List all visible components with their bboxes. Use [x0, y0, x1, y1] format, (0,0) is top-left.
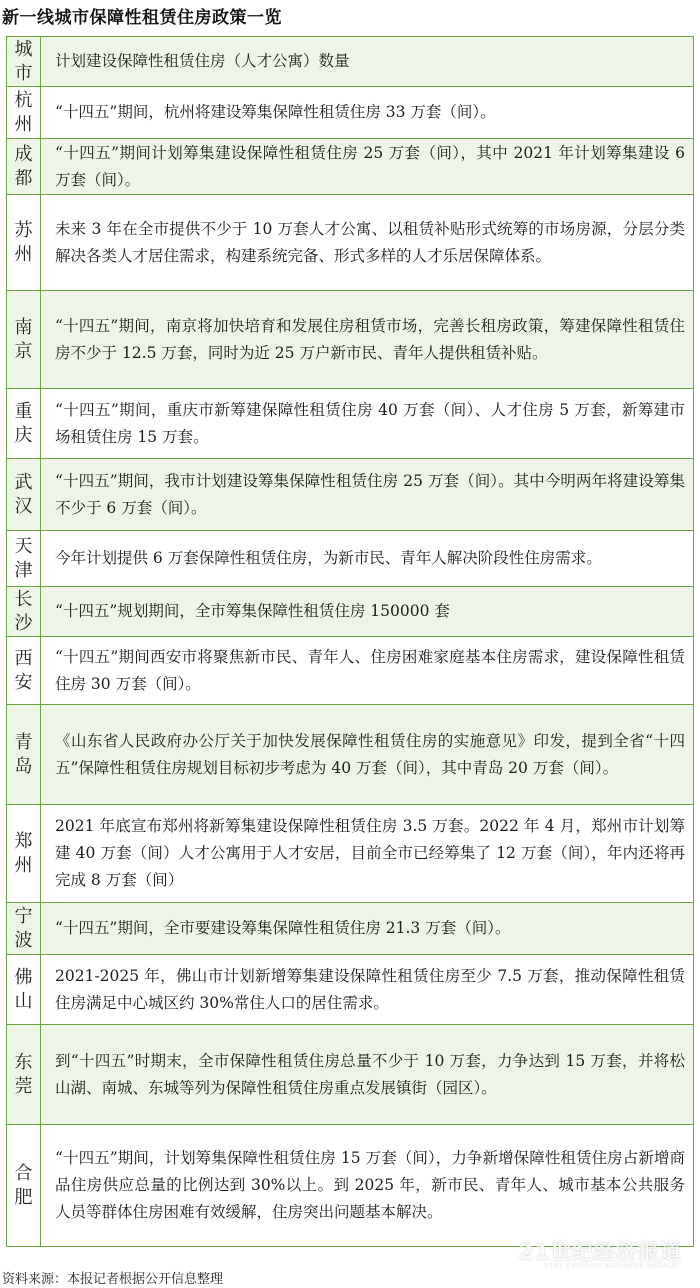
city-cell: 天津	[7, 531, 41, 587]
table-row	[7, 805, 694, 903]
table-header-row	[7, 37, 694, 87]
desc-cell: “十四五”期间西安市将聚焦新市民、青年人、住房困难家庭基本住房需求，建设保障性租赁住房 30 万套（间）。	[41, 637, 694, 705]
city-cell: 成都	[7, 139, 41, 195]
watermark-logo: 21世纪经济报道	[518, 1240, 682, 1264]
city-cell: 佛山	[7, 955, 41, 1025]
city-cell: 武汉	[7, 459, 41, 531]
city-cell: 郑州	[7, 805, 41, 903]
table-row	[7, 139, 694, 195]
desc-cell: 今年计划提供 6 万套保障性租赁住房，为新市民、青年人解决阶段性住房需求。	[41, 531, 694, 587]
page-title: 新一线城市保障性租赁住房政策一览	[2, 8, 282, 28]
table-row	[7, 531, 694, 587]
desc-cell: “十四五”期间计划筹集建设保障性租赁住房 25 万套（间），其中 2021 年计划筹集建设 6 万套（间）。	[41, 139, 694, 195]
table-row	[7, 637, 694, 705]
desc-cell: 未来 3 年在全市提供不少于 10 万套人才公寓、以租赁补贴形式统筹的市场房源，分层分类解决各类人才居住需求，构建系统完备、形式多样的人才乐居保障体系。	[41, 195, 694, 291]
city-cell: 东莞	[7, 1025, 41, 1125]
table-row	[7, 705, 694, 805]
desc-cell: “十四五”规划期间，全市筹集保障性租赁住房 150000 套	[41, 587, 694, 637]
watermark-subtitle: 21ST CENTURY BUSINESS HERALD	[543, 1262, 678, 1270]
desc-cell: “十四五”期间，南京将加快培育和发展住房租赁市场，完善长租房政策，筹建保障性租赁住房不少于 12.5 万套，同时为近 25 万户新市民、青年人提供租赁补贴。	[41, 291, 694, 389]
table-row	[7, 459, 694, 531]
city-cell: 青岛	[7, 705, 41, 805]
desc-cell: “十四五”期间，杭州将建设筹集保障性租赁住房 33 万套（间）。	[41, 87, 694, 139]
desc-cell: 《山东省人民政府办公厅关于加快发展保障性租赁住房的实施意见》印发，提到全省“十四五”保障性租赁住房规划目标初步考虑为 40 万套（间），其中青岛 20 万套（间）。	[41, 705, 694, 805]
desc-cell: “十四五”期间，全市要建设筹集保障性租赁住房 21.3 万套（间）。	[41, 903, 694, 955]
table-row	[7, 955, 694, 1025]
desc-cell: “十四五”期间，我市计划建设筹集保障性租赁住房 25 万套（间）。其中今明两年将建设筹集不少于 6 万套（间）。	[41, 459, 694, 531]
header-city-cell: 城市	[7, 37, 41, 87]
header-desc-cell: 计划建设保障性租赁住房（人才公寓）数量	[41, 37, 694, 87]
city-cell: 南京	[7, 291, 41, 389]
policy-table	[6, 36, 694, 1247]
city-cell: 重庆	[7, 389, 41, 459]
city-cell: 西安	[7, 637, 41, 705]
table-row	[7, 291, 694, 389]
table-row	[7, 1125, 694, 1247]
desc-cell: 2021 年底宣布郑州将新筹集建设保障性租赁住房 3.5 万套。2022 年 4 月，郑州市计划筹建 40 万套（间）人才公寓用于人才安居，目前全市已经筹集了 12 万套（间），年内还将再完成 8 万套（间）	[41, 805, 694, 903]
table-row	[7, 87, 694, 139]
table-row	[7, 903, 694, 955]
table-row	[7, 587, 694, 637]
desc-cell: “十四五”期间，计划筹集保障性租赁住房 15 万套（间），力争新增保障性租赁住房占新增商品住房供应总量的比例达到 30%以上。到 2025 年，新市民、青年人、城市基本公共服务人员等群体住房困难有效缓解，住房突出问题基本解决。	[41, 1125, 694, 1247]
table-row	[7, 1025, 694, 1125]
city-cell: 长沙	[7, 587, 41, 637]
city-cell: 宁波	[7, 903, 41, 955]
city-cell: 杭州	[7, 87, 41, 139]
table-row	[7, 389, 694, 459]
desc-cell: 2021-2025 年，佛山市计划新增筹集建设保障性租赁住房至少 7.5 万套，推动保障性租赁住房满足中心城区约 30%常住人口的居住需求。	[41, 955, 694, 1025]
desc-cell: “十四五”期间，重庆市新筹建保障性租赁住房 40 万套（间）、人才住房 5 万套，新筹建市场租赁住房 15 万套。	[41, 389, 694, 459]
source-note: 资料来源：本报记者根据公开信息整理	[2, 1272, 224, 1287]
desc-cell: 到“十四五”时期末，全市保障性租赁住房总量不少于 10 万套，力争达到 15 万套，并将松山湖、南城、东城等列为保障性租赁住房重点发展镇街（园区）。	[41, 1025, 694, 1125]
city-cell: 苏州	[7, 195, 41, 291]
table-row	[7, 195, 694, 291]
city-cell: 合肥	[7, 1125, 41, 1247]
